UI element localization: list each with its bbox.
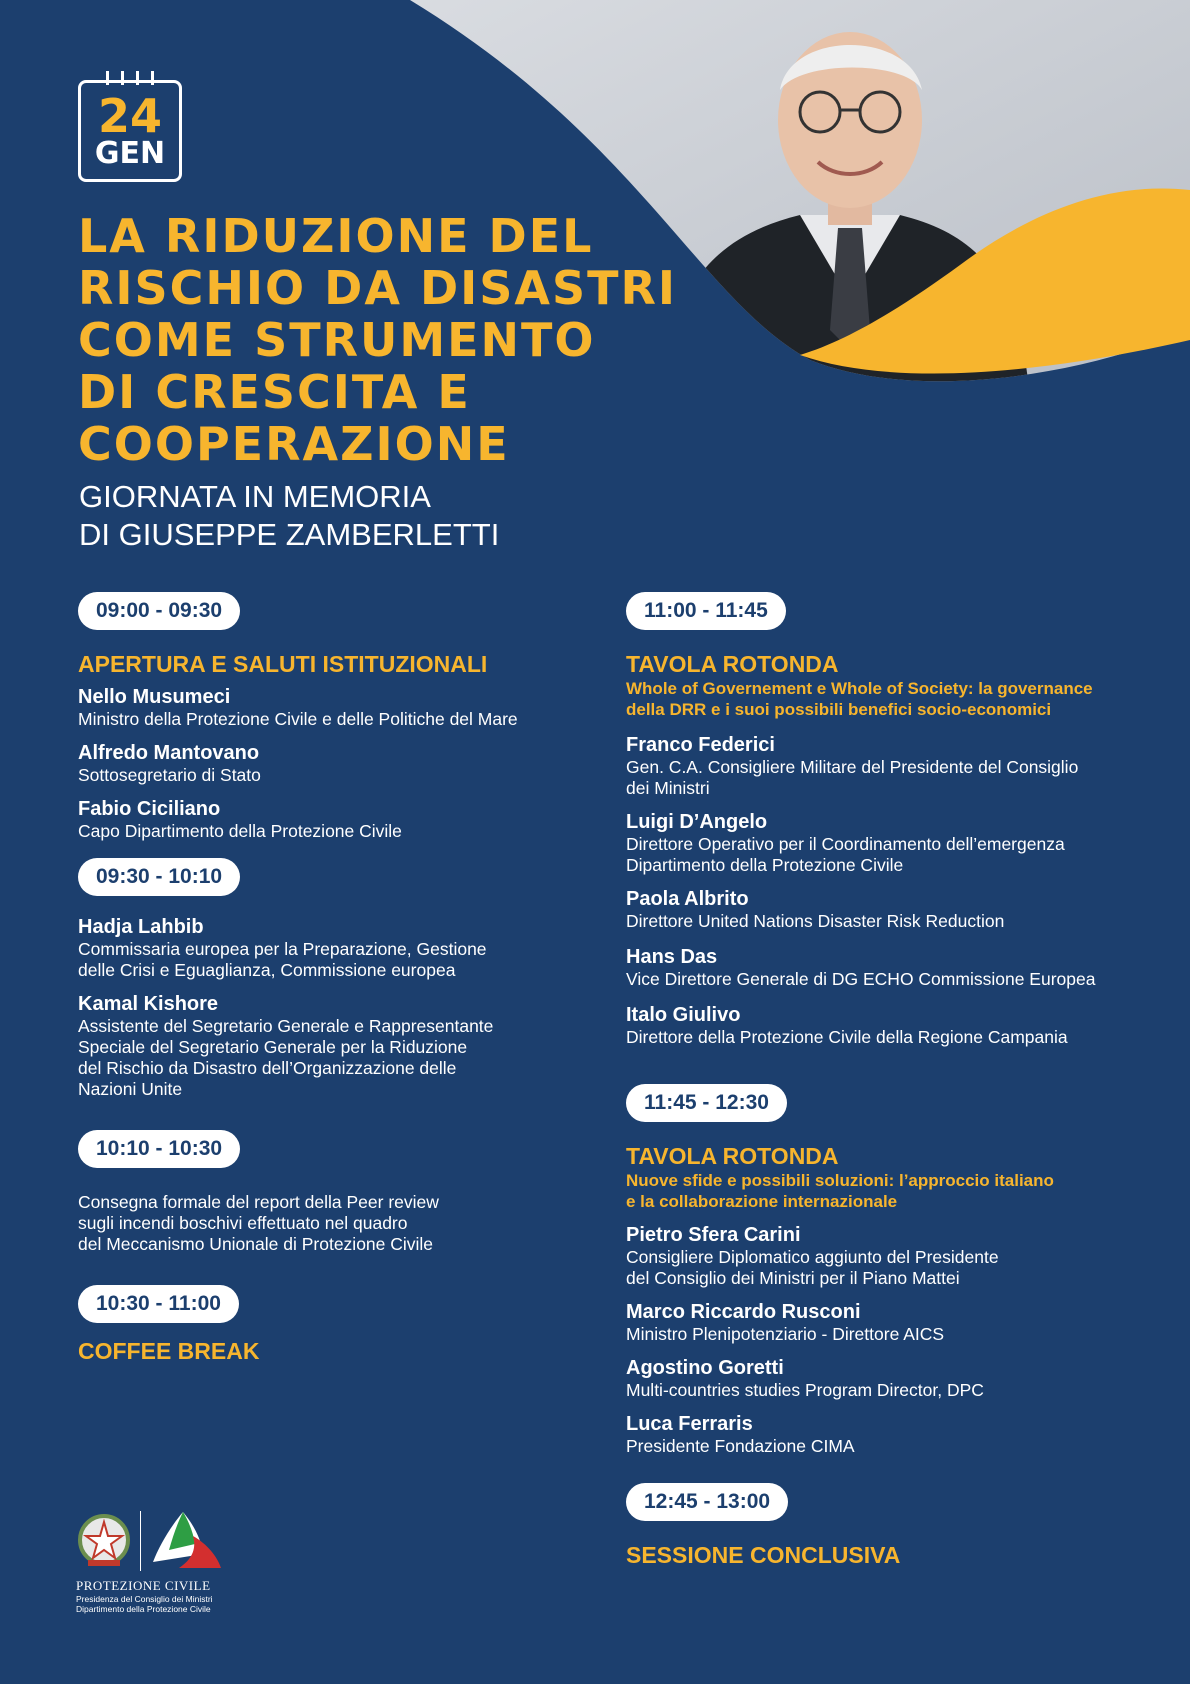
- logo-divider: [140, 1511, 141, 1571]
- speaker-name: Fabio Ciciliano: [78, 798, 221, 820]
- speaker: [626, 1357, 1166, 1401]
- session-description: Consegna formale del report della Peer review sugli incendi boschivi effettuato nel quadro del Meccanismo Unionale di Protezione Civile: [78, 1192, 439, 1254]
- session-subheading: Whole of Governement e Whole of Society: la governance della DRR e i suoi possibili benefici socio-economici: [626, 679, 1093, 719]
- speaker-name: Alfredo Mantovano: [78, 742, 260, 764]
- speaker-role-line: Ministro Plenipotenziario - Direttore AICS: [626, 1324, 945, 1344]
- speaker-role-line: del Consiglio dei Ministri per il Piano Mattei: [626, 1268, 960, 1288]
- speaker-role: Ministro della Protezione Civile e delle Politiche del Mare: [78, 709, 518, 729]
- calendar-rings: [81, 71, 179, 85]
- session-heading: TAVOLA ROTONDA: [626, 1143, 839, 1169]
- logo-subtext: Presidenza del Consiglio dei Ministri: [76, 1594, 213, 1604]
- speaker: [626, 811, 1166, 876]
- speaker-role-line: delle Crisi e Eguaglianza, Commissione europea: [78, 960, 456, 980]
- speaker-role-line: Direttore United Nations Disaster Risk Reduction: [626, 911, 1005, 931]
- speaker-role-line: del Rischio da Disastro dell’Organizzazione delle: [78, 1058, 457, 1078]
- speaker-role-line: Direttore della Protezione Civile della Regione Campania: [626, 1027, 1068, 1047]
- program-left-column: [78, 592, 598, 1365]
- speaker-name: Pietro Sfera Carini: [626, 1224, 801, 1246]
- speaker-role-line: Nazioni Unite: [78, 1079, 183, 1099]
- speaker-role-line: Consigliere Diplomatico aggiunto del Presidente: [626, 1247, 999, 1267]
- speaker: [626, 1413, 1166, 1457]
- speaker-role-line: Assistente del Segretario Generale e Rappresentante: [78, 1016, 494, 1036]
- session-heading: APERTURA E SALUTI ISTITUZIONALI: [78, 651, 488, 677]
- speaker-name: Nello Musumeci: [78, 686, 231, 708]
- speaker: [78, 686, 598, 730]
- program-right-column: [626, 592, 1166, 1569]
- speaker-name: Luca Ferraris: [626, 1413, 753, 1435]
- speaker-role-line: Direttore Operativo per il Coordinamento dell’emergenza: [626, 834, 1065, 854]
- speaker-role: Sottosegretario di Stato: [78, 765, 261, 785]
- time-badge: 11:00 - 11:45: [626, 592, 786, 630]
- speaker-role-line: Presidente Fondazione CIMA: [626, 1436, 855, 1456]
- speaker-role-line: Dipartimento della Protezione Civile: [626, 855, 904, 875]
- speaker: [78, 798, 598, 842]
- speaker-name: Marco Riccardo Rusconi: [626, 1301, 861, 1323]
- speaker-name: Italo Giulivo: [626, 1004, 741, 1026]
- time-badge: 09:00 - 09:30: [78, 592, 240, 630]
- logo-marks: [76, 1508, 236, 1574]
- time-badge: 09:30 - 10:10: [78, 858, 240, 896]
- speaker: [626, 1224, 1166, 1289]
- time-badge: 12:45 - 13:00: [626, 1483, 788, 1521]
- session-heading: TAVOLA ROTONDA: [626, 651, 839, 677]
- speaker-role-line: Commissaria europea per la Preparazione, Gestione: [78, 939, 487, 959]
- event-subtitle: GIORNATA IN MEMORIA DI GIUSEPPE ZAMBERLETTI: [79, 479, 500, 552]
- speaker-role-line: dei Ministri: [626, 778, 710, 798]
- speaker-role-line: Speciale del Segretario Generale per la Riduzione: [78, 1037, 468, 1057]
- speaker: [78, 742, 598, 786]
- time-badge: 11:45 - 12:30: [626, 1084, 787, 1122]
- time-badge: 10:10 - 10:30: [78, 1130, 240, 1168]
- speaker-name: Luigi D’Angelo: [626, 811, 768, 833]
- speaker: [626, 888, 1166, 932]
- speaker-name: Kamal Kishore: [78, 993, 219, 1015]
- speaker-name: Paola Albrito: [626, 888, 749, 910]
- session-heading: COFFEE BREAK: [78, 1338, 260, 1364]
- event-title: LA RIDUZIONE DEL RISCHIO DA DISASTRI COME STRUMENTO DI CRESCITA E COOPERAZIONE: [78, 209, 678, 471]
- speaker: [626, 1004, 1166, 1048]
- session-heading: SESSIONE CONCLUSIVA: [626, 1542, 901, 1568]
- speaker: [626, 734, 1166, 799]
- speaker-name: Franco Federici: [626, 734, 775, 756]
- speaker: [626, 1301, 1166, 1345]
- speaker: [78, 916, 598, 981]
- speaker-name: Hans Das: [626, 946, 718, 968]
- speaker-name: Agostino Goretti: [626, 1357, 784, 1379]
- speaker-role-line: Vice Direttore Generale di DG ECHO Commissione Europea: [626, 969, 1096, 989]
- speaker: [626, 946, 1166, 990]
- speaker: [78, 993, 598, 1100]
- time-badge: 10:30 - 11:00: [78, 1285, 239, 1323]
- speaker-role: Capo Dipartimento della Protezione Civile: [78, 821, 402, 841]
- protezione-civile-triangle-icon: [149, 1510, 225, 1572]
- event-month: GEN: [94, 136, 166, 171]
- protezione-civile-logo: [76, 1508, 236, 1614]
- session-subheading: Nuove sfide e possibili soluzioni: l’approccio italiano e la collaborazione internazionale: [626, 1171, 1054, 1211]
- event-day: 24: [97, 89, 162, 143]
- speaker-name: Hadja Lahbib: [78, 916, 204, 938]
- logo-name: PROTEZIONE CIVILE: [76, 1578, 211, 1593]
- speaker-role-line: Gen. C.A. Consigliere Militare del Presidente del Consiglio: [626, 757, 1079, 777]
- calendar-date-badge: [78, 80, 182, 182]
- emblem-of-italy-icon: [76, 1510, 132, 1572]
- logo-subtext: Dipartimento della Protezione Civile: [76, 1604, 211, 1614]
- speaker-role-line: Multi-countries studies Program Director, DPC: [626, 1380, 984, 1400]
